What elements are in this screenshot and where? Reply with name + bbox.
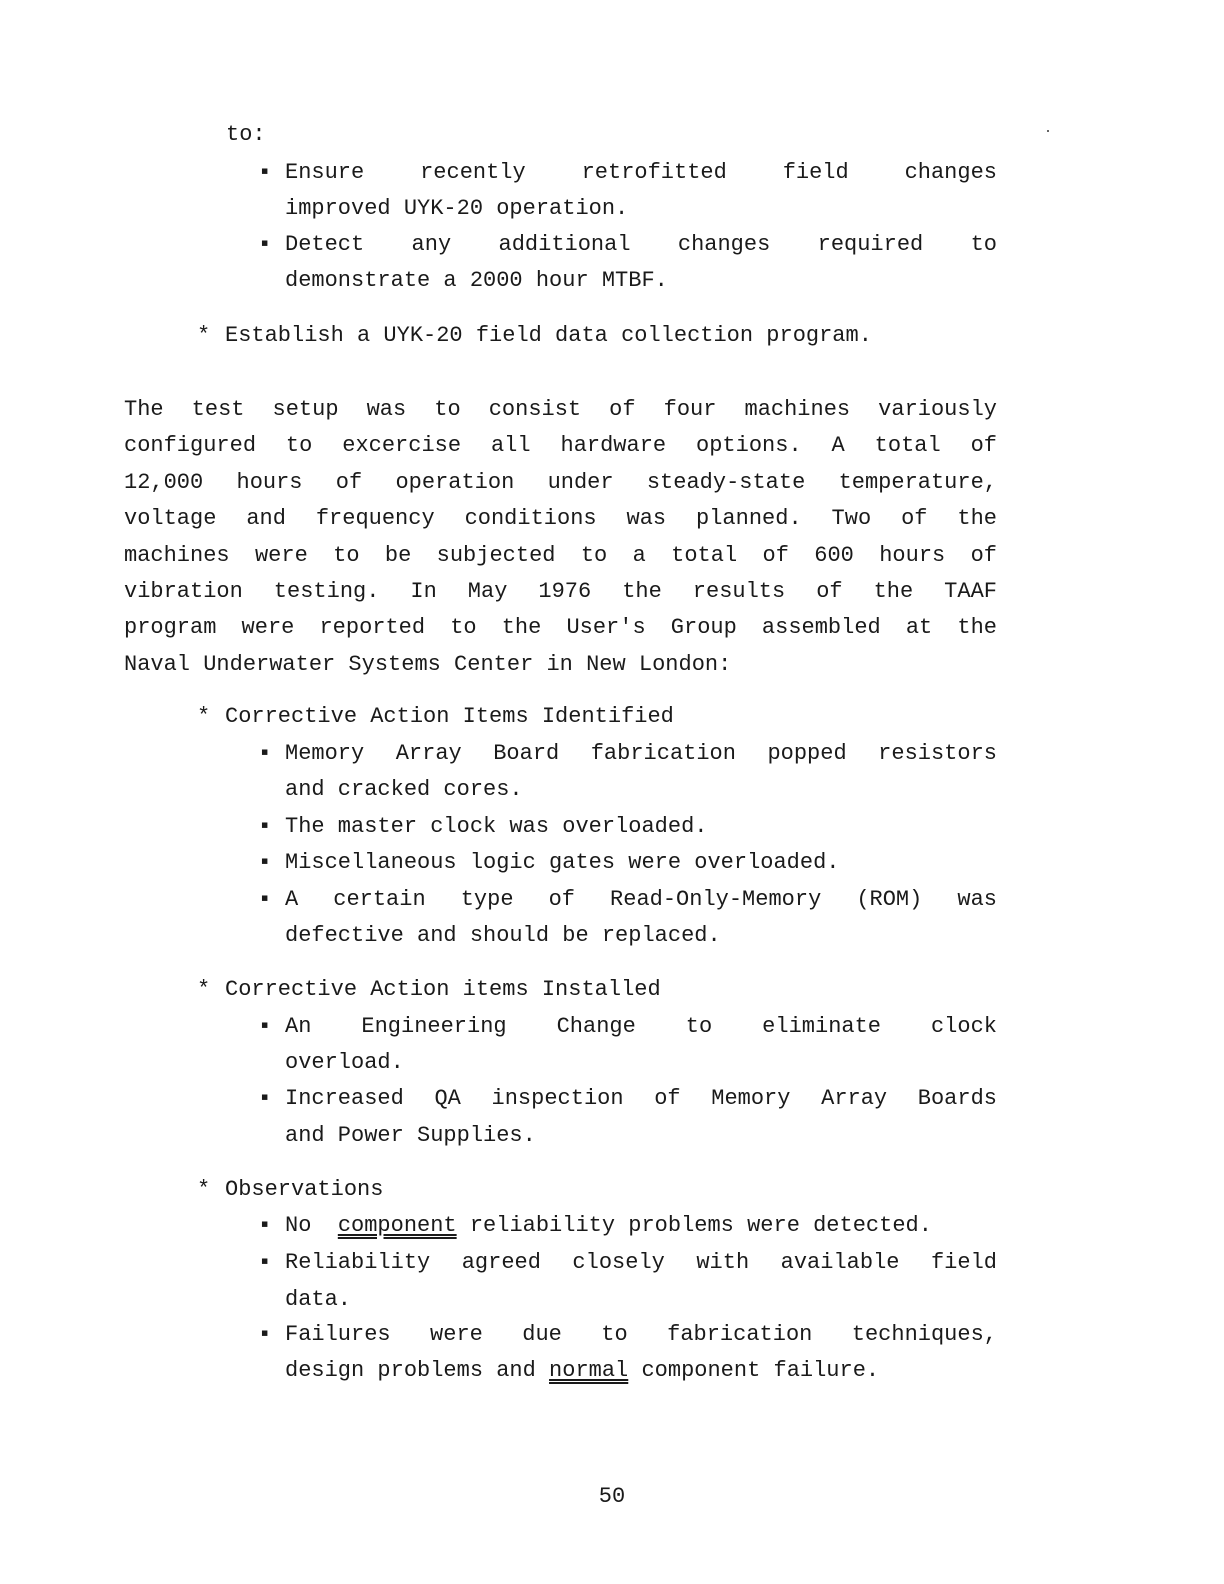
list-item: ▪ Ensure recently retrofitted field changes bbox=[258, 160, 997, 185]
list-item-continuation: defective and should be replaced. bbox=[285, 923, 721, 948]
paragraph-line: voltage and frequency conditions was planned. Two of the bbox=[124, 506, 997, 532]
bullet-icon: ▪ bbox=[258, 1086, 272, 1111]
bullet-icon: ▪ bbox=[258, 160, 272, 185]
section-heading: * Corrective Action Items Identified bbox=[197, 704, 674, 729]
section-heading: * Corrective Action items Installed bbox=[197, 977, 661, 1002]
list-item: ▪ Reliability agreed closely with available field bbox=[258, 1250, 997, 1275]
list-item-continuation: improved UYK-20 operation. bbox=[285, 196, 629, 221]
bullet-icon: ▪ bbox=[258, 850, 272, 875]
list-item: ▪ Failures were due to fabrication techniques, bbox=[258, 1322, 997, 1347]
list-item-continuation: and Power Supplies. bbox=[285, 1123, 536, 1148]
asterisk-icon: * bbox=[197, 977, 211, 1002]
paragraph-line: configured to excercise all hardware options. A total of bbox=[124, 433, 997, 459]
list-item: ▪ Detect any additional changes required to bbox=[258, 232, 997, 257]
list-item-continuation: demonstrate a 2000 hour MTBF. bbox=[285, 268, 668, 293]
bullet-icon: ▪ bbox=[258, 887, 272, 912]
asterisk-icon: * bbox=[197, 704, 211, 729]
page-number: 50 bbox=[598, 1484, 626, 1509]
bullet-icon: ▪ bbox=[258, 1250, 272, 1275]
list-item: ▪ Miscellaneous logic gates were overloaded. bbox=[258, 850, 840, 875]
bullet-icon: ▪ bbox=[258, 1213, 272, 1238]
bullet-icon: ▪ bbox=[258, 1014, 272, 1039]
list-item-continuation: and cracked cores. bbox=[285, 777, 523, 802]
paragraph-line: Naval Underwater Systems Center in New London: bbox=[124, 651, 732, 677]
asterisk-icon: * bbox=[197, 1177, 211, 1202]
list-item-continuation: data. bbox=[285, 1287, 352, 1312]
bullet-icon: ▪ bbox=[258, 1322, 272, 1347]
scan-speck bbox=[1047, 130, 1049, 132]
paragraph-line: vibration testing. In May 1976 the results of the TAAF bbox=[124, 578, 997, 604]
list-item: ▪ No component reliability problems were detected. bbox=[258, 1213, 932, 1238]
body-paragraph bbox=[124, 395, 997, 686]
paragraph-line: 12,000 hours of operation under steady-state temperature, bbox=[124, 469, 997, 495]
list-item: ▪ A certain type of Read-Only-Memory (ROM) was bbox=[258, 887, 997, 912]
list-item-continuation: overload. bbox=[285, 1050, 404, 1075]
list-item: ▪ Increased QA inspection of Memory Array Boards bbox=[258, 1086, 997, 1111]
paragraph-line: program were reported to the User's Group assembled at the bbox=[124, 615, 997, 641]
lead-text: to: bbox=[226, 122, 266, 147]
star-item: * Establish a UYK-20 field data collection program. bbox=[197, 323, 872, 348]
paragraph-line: machines were to be subjected to a total of 600 hours of bbox=[124, 542, 997, 568]
section-heading: * Observations bbox=[197, 1177, 384, 1202]
list-item-continuation: design problems and normal component failure. bbox=[285, 1358, 880, 1383]
list-item: ▪ The master clock was overloaded. bbox=[258, 814, 708, 839]
underlined-word: component bbox=[337, 1213, 457, 1238]
list-item: ▪ An Engineering Change to eliminate clock bbox=[258, 1014, 997, 1039]
paragraph-line: The test setup was to consist of four machines variously bbox=[124, 397, 997, 422]
underlined-word: normal bbox=[549, 1358, 629, 1383]
asterisk-icon: * bbox=[197, 323, 211, 348]
bullet-icon: ▪ bbox=[258, 741, 272, 766]
list-item: ▪ Memory Array Board fabrication popped resistors bbox=[258, 741, 997, 766]
bullet-icon: ▪ bbox=[258, 814, 272, 839]
bullet-icon: ▪ bbox=[258, 232, 272, 257]
